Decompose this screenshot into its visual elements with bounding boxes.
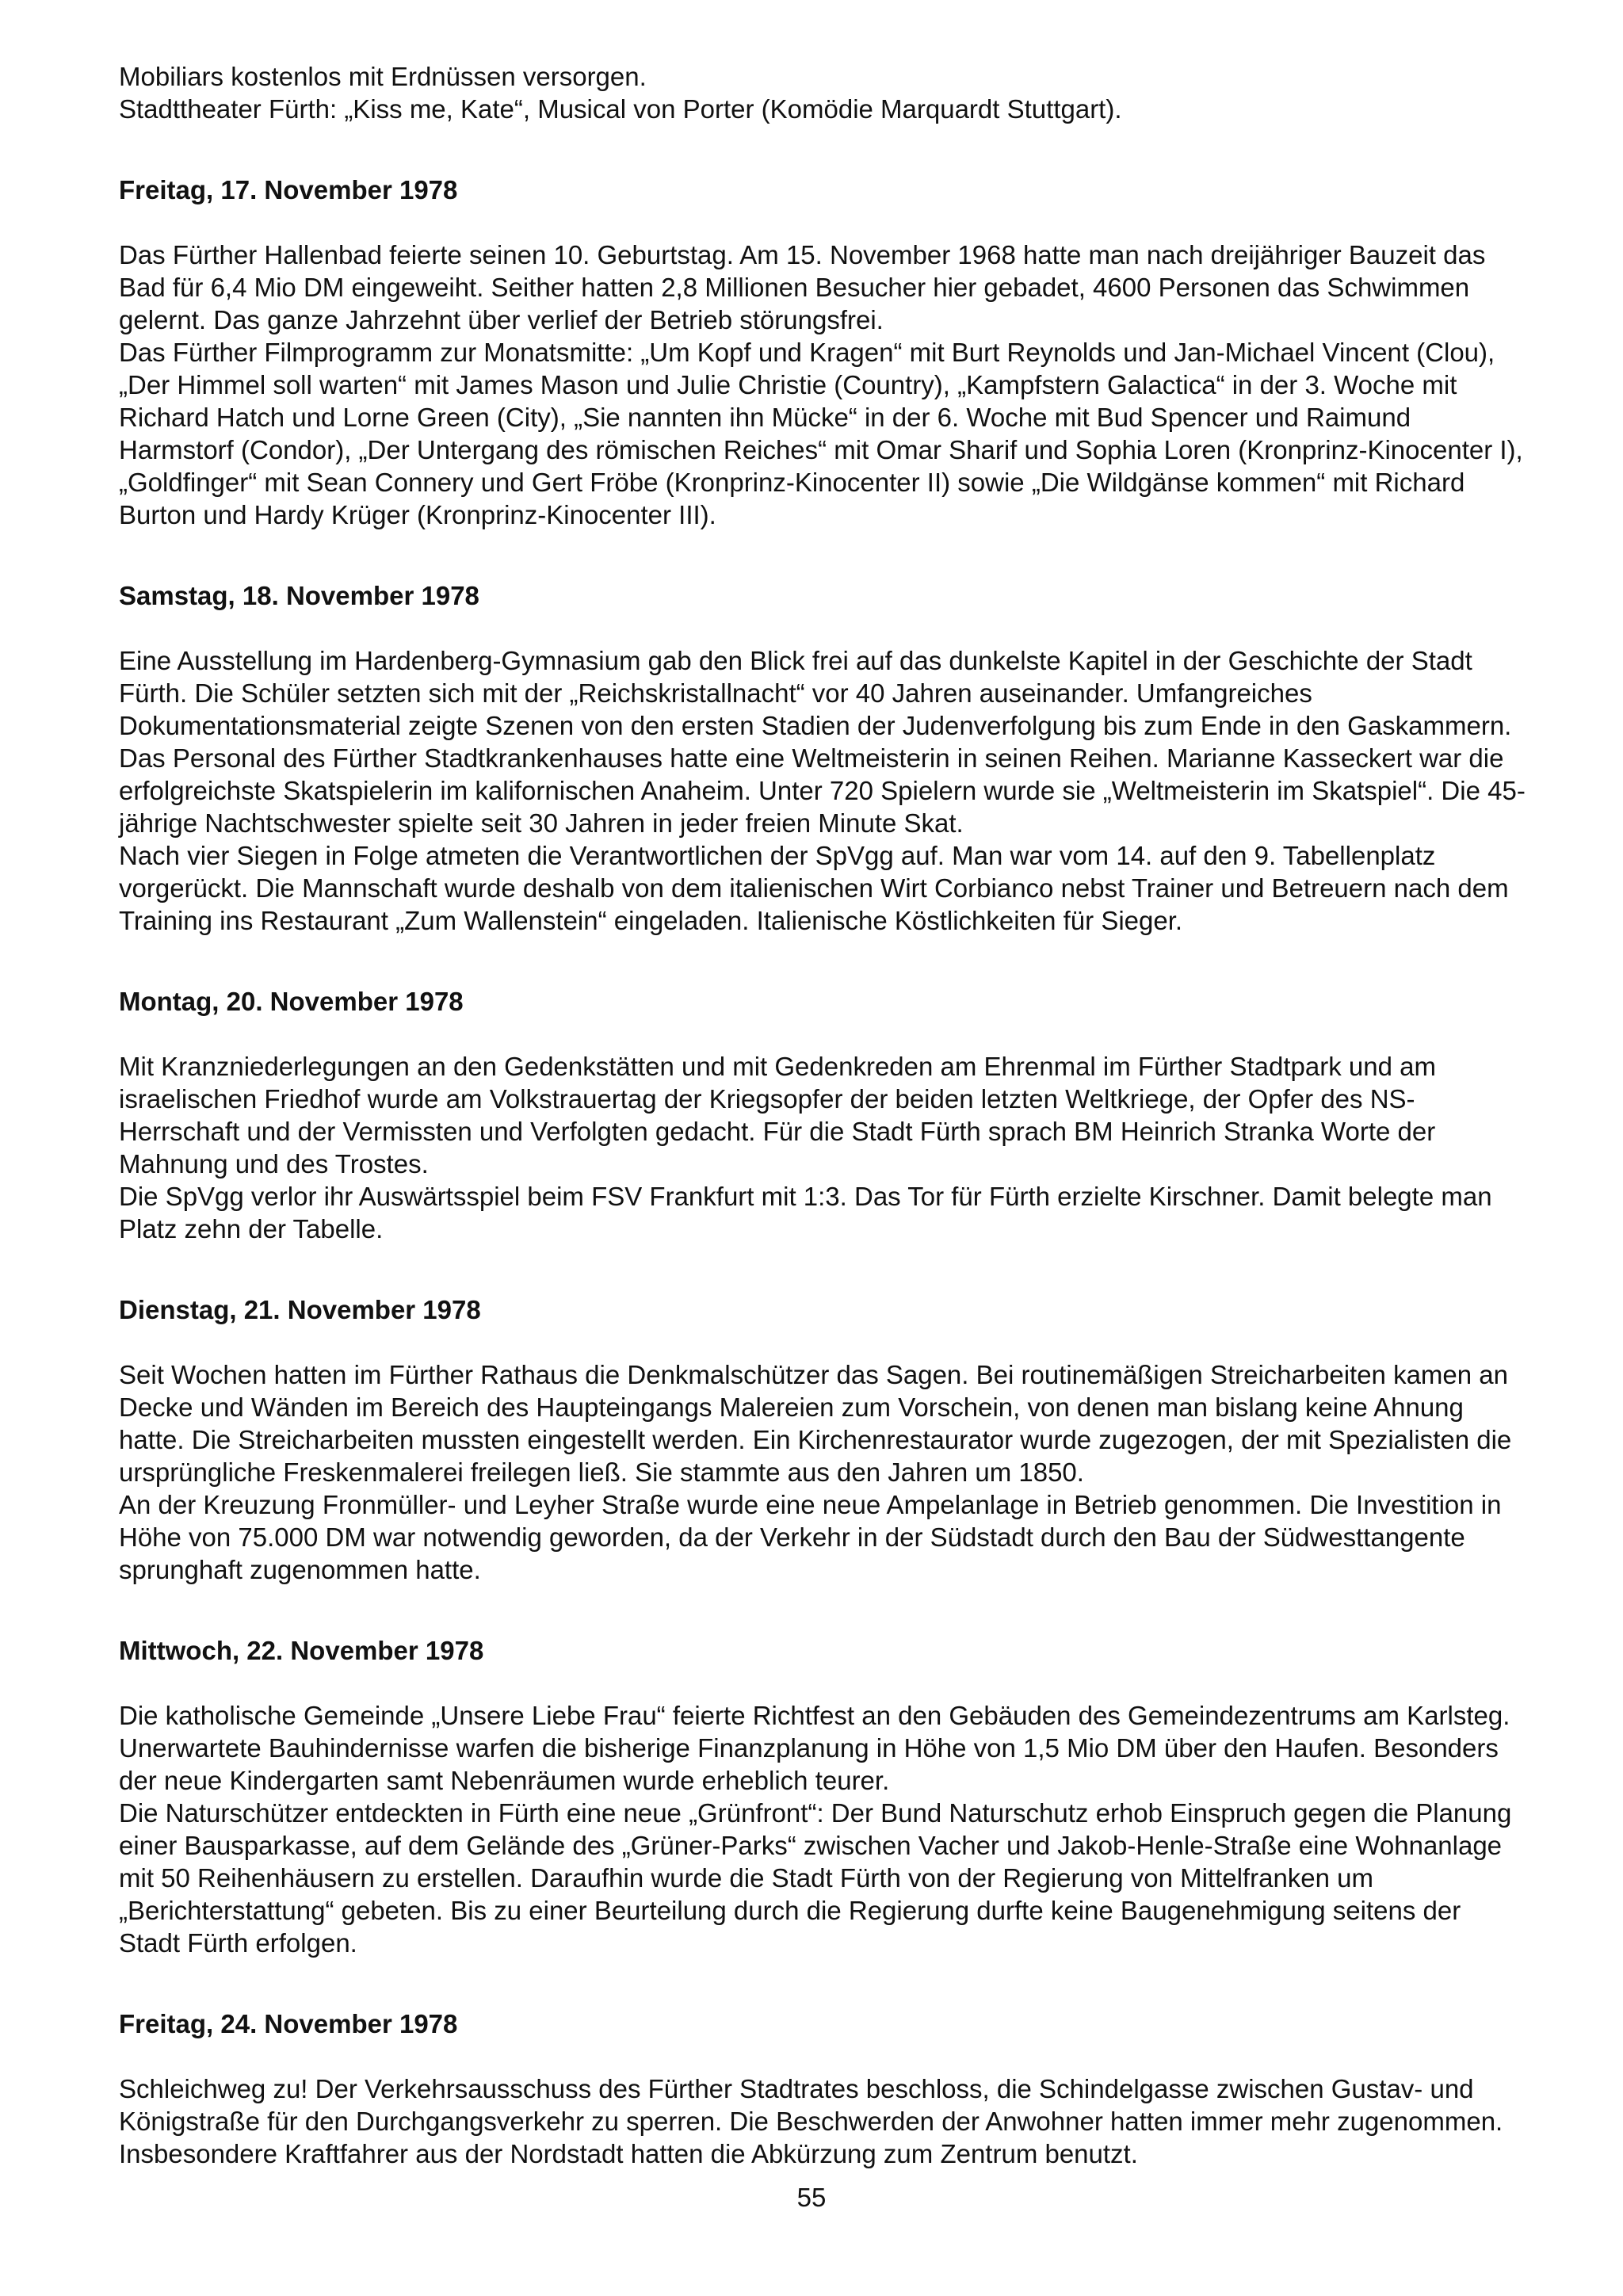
paragraph: Nach vier Siegen in Folge atmeten die Verantwortlichen der SpVgg auf. Man war vom 14. auf den 9. Tabellenplatz vorgerückt. Die Mannschaft wurde deshalb von dem italienischen Wirt Corbianco nebst Trainer und Betreuern nach dem Training ins Restaurant „Zum Wallenstein“ eingeladen. Italienische Köstlichkeiten für Sieger. bbox=[119, 841, 1509, 935]
date-heading: Montag, 20. November 1978 bbox=[119, 987, 464, 1016]
paragraph: Die Naturschützer entdeckten in Fürth eine neue „Grünfront“: Der Bund Naturschutz erhob Einspruch gegen die Planung einer Bausparkasse, auf dem Gelände des „Grüner-Parks“ zwischen Vacher und Jakob-Henle-Straße eine Wohnanlage mit 50 Reihenhäusern zu erstellen. Daraufhin wurde die Stadt Fürth von der Regierung von Mittelfranken um „Berichterstattung“ gebeten. Bis zu einer Beurteilung durch die Regierung durfte keine Baugenehmigung seitens der Stadt Fürth erfolgen. bbox=[119, 1798, 1512, 1958]
paragraph-group bbox=[119, 239, 1528, 531]
paragraph: Mobiliars kostenlos mit Erdnüssen versorgen. bbox=[119, 62, 647, 91]
paragraph-group bbox=[119, 1699, 1528, 1959]
paragraph: Seit Wochen hatten im Fürther Rathaus die Denkmalschützer das Sagen. Bei routinemäßigen Streicharbeiten kamen an Decke und Wänden im Bereich des Haupteingangs Malereien zum Vorschein, von denen man bislang keine Ahnung hatte. Die Streicharbeiten mussten eingestellt werden. Ein Kirchenrestaurator wurde zugezogen, der mit Spezialisten die ursprüngliche Freskenmalerei freilegen ließ. Sie stammte aus den Jahren um 1850. bbox=[119, 1360, 1512, 1487]
page-number: 55 bbox=[796, 2183, 827, 2212]
paragraph-group bbox=[119, 2073, 1528, 2170]
paragraph-group bbox=[119, 60, 1528, 125]
paragraph-group bbox=[119, 1050, 1528, 1245]
date-heading: Freitag, 24. November 1978 bbox=[119, 2009, 458, 2038]
paragraph: Die SpVgg verlor ihr Auswärtsspiel beim FSV Frankfurt mit 1:3. Das Tor für Fürth erzielte Kirschner. Damit belegte man Platz zehn der Tabelle. bbox=[119, 1182, 1492, 1244]
paragraph: Die katholische Gemeinde „Unsere Liebe Frau“ feierte Richtfest an den Gebäuden des Gemeindezentrums am Karlsteg. Unerwartete Bauhindernisse warfen die bisherige Finanzplanung in Höhe von 1,5 Mio DM über den Haufen. Besonders der neue Kindergarten samt Nebenräumen wurde erheblich teurer. bbox=[119, 1701, 1510, 1795]
date-heading: Freitag, 17. November 1978 bbox=[119, 175, 458, 204]
paragraph-group bbox=[119, 1358, 1528, 1586]
date-heading: Dienstag, 21. November 1978 bbox=[119, 1295, 481, 1324]
document-content bbox=[119, 60, 1528, 2170]
paragraph: Das Fürther Filmprogramm zur Monatsmitte: „Um Kopf und Kragen“ mit Burt Reynolds und Jan-Michael Vincent (Clou), „Der Himmel soll warten“ mit James Mason und Julie Christie (Country), „Kampfstern Galactica“ in der 3. Woche mit Richard Hatch und Lorne Green (City), „Sie nannten ihn Mücke“ in der 6. Woche mit Bud Spencer und Raimund Harmstorf (Condor), „Der Untergang des römischen Reiches“ mit Omar Sharif und Sophia Loren (Kronprinz-Kinocenter I), „Goldfinger“ mit Sean Connery und Gert Fröbe (Kronprinz-Kinocenter II) sowie „Die Wildgänse kommen“ mit Richard Burton und Hardy Krüger (Kronprinz-Kinocenter III). bbox=[119, 338, 1523, 529]
paragraph: Das Fürther Hallenbad feierte seinen 10. Geburtstag. Am 15. November 1968 hatte man nach dreijähriger Bauzeit das Bad für 6,4 Mio DM eingeweiht. Seither hatten 2,8 Millionen Besucher hier gebadet, 4600 Personen das Schwimmen gelernt. Das ganze Jahrzehnt über verlief der Betrieb störungsfrei. bbox=[119, 240, 1486, 334]
paragraph: Stadttheater Fürth: „Kiss me, Kate“, Musical von Porter (Komödie Marquardt Stuttgart). bbox=[119, 94, 1122, 124]
date-heading: Mittwoch, 22. November 1978 bbox=[119, 1636, 484, 1665]
paragraph: Mit Kranzniederlegungen an den Gedenkstätten und mit Gedenkreden am Ehrenmal im Fürther Stadtpark und am israelischen Friedhof wurde am Volkstrauertag der Kriegsopfer der beiden letzten Weltkriege, der Opfer des NS-Herrschaft und der Vermissten und Verfolgten gedacht. Für die Stadt Fürth sprach BM Heinrich Stranka Worte der Mahnung und des Trostes. bbox=[119, 1052, 1436, 1179]
paragraph: Eine Ausstellung im Hardenberg-Gymnasium gab den Blick frei auf das dunkelste Kapitel in der Geschichte der Stadt Fürth. Die Schüler setzten sich mit der „Reichskristallnacht“ vor 40 Jahren auseinander. Umfangreiches Dokumentationsmaterial zeigte Szenen von den ersten Stadien der Judenverfolgung bis zum Ende in den Gaskammern. bbox=[119, 646, 1512, 740]
paragraph: Schleichweg zu! Der Verkehrsausschuss des Fürther Stadtrates beschloss, die Schindelgasse zwischen Gustav- und Königstraße für den Durchgangsverkehr zu sperren. Die Beschwerden der Anwohner hatten immer mehr zugenommen. Insbesondere Kraftfahrer aus der Nordstadt hatten die Abkürzung zum Zentrum benutzt. bbox=[119, 2074, 1503, 2168]
paragraph: An der Kreuzung Fronmüller- und Leyher Straße wurde eine neue Ampelanlage in Betrieb genommen. Die Investition in Höhe von 75.000 DM war notwendig geworden, da der Verkehr in der Südstadt durch den Bau der Südwesttangente sprunghaft zugenommen hatte. bbox=[119, 1490, 1502, 1584]
paragraph-group bbox=[119, 644, 1528, 937]
date-heading: Samstag, 18. November 1978 bbox=[119, 581, 479, 610]
paragraph: Das Personal des Fürther Stadtkrankenhauses hatte eine Weltmeisterin in seinen Reihen. Marianne Kasseckert war die erfolgreichste Skatspielerin im kalifornischen Anaheim. Unter 720 Spielern wurde sie „Weltmeisterin im Skatspiel“. Die 45-jährige Nachtschwester spielte seit 30 Jahren in jeder freien Minute Skat. bbox=[119, 743, 1526, 838]
